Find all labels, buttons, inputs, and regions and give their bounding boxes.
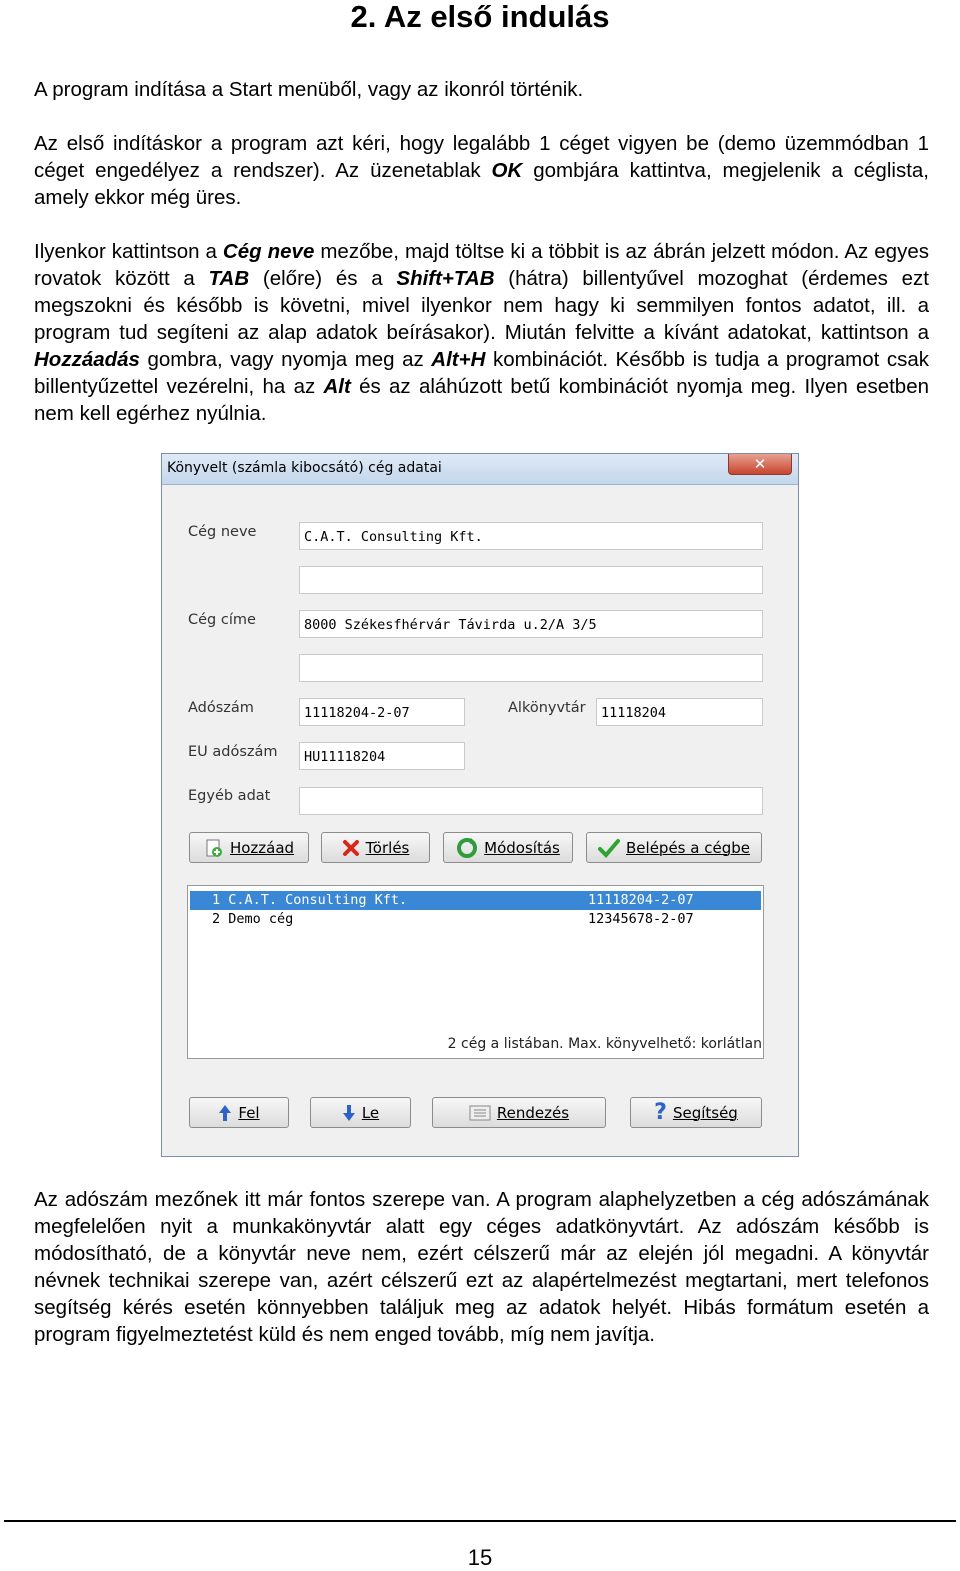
paragraph-2: Az első indításkor a program azt kéri, hogy legalább 1 céget vigyen be (demo üzemmódban 1 céget engedélyez a rendszer). Az üzenetablak OK gombjára kattintva, megjelenik a céglista, amely ekkor még üres.	[34, 132, 929, 209]
eu-adoszam-input[interactable]: HU11118204	[299, 742, 465, 770]
help-icon: ?	[654, 1100, 667, 1125]
dialog-title: Könyvelt (számla kibocsátó) cég adatai	[167, 460, 442, 476]
modositas-button[interactable]: Módosítás	[443, 832, 573, 863]
hozzaad-button[interactable]: Hozzáad	[189, 832, 309, 863]
label-egyeb-adat: Egyéb adat	[188, 788, 271, 804]
paragraph-3: Ilyenkor kattintson a Cég neve mezőbe, majd töltse ki a többit is az ábrán jelzett módon. Az egyes rovatok között a TAB (előre) és a Shift+TAB (hátra) billentyűvel mozoghat (érdemes ezt megszokni és később is követni, mivel ilyenkor nem hagy ki semmilyen fontos adatot, ill. a program tud segíteni az alap adatok beírásakor). Miután felvitte a kívánt adatokat, kattintson a Hozzáadás gombra, vagy nyomja meg az Alt+H kombinációt. Később is tudja a programot csak billentyűzettel vezérelni, ha az Alt és az aláhúzott betű kombinációt nyomja meg. Ilyen esetben nem kell egérhez nyúlnia.	[34, 240, 929, 425]
close-button[interactable]	[728, 454, 792, 475]
sort-icon	[469, 1105, 491, 1121]
delete-x-icon	[342, 839, 360, 857]
footer-divider	[4, 1520, 956, 1522]
belepes-button[interactable]: Belépés a cégbe	[586, 832, 762, 863]
paragraph-1: A program indítása a Start menüből, vagy az ikonról történik.	[34, 78, 584, 101]
refresh-icon	[456, 837, 478, 859]
label-adoszam: Adószám	[188, 700, 254, 716]
adoszam-input[interactable]: 11118204-2-07	[299, 698, 465, 726]
company-list[interactable]	[187, 885, 764, 1059]
ceg-neve-input[interactable]: C.A.T. Consulting Kft.	[299, 522, 763, 550]
close-icon: ✕	[753, 455, 767, 473]
ceg-cime-input-2[interactable]	[299, 654, 763, 682]
label-ceg-neve: Cég neve	[188, 524, 257, 540]
list-item[interactable]: 1 C.A.T. Consulting Kft. 11118204-2-07	[190, 891, 761, 910]
arrow-up-icon	[218, 1104, 232, 1122]
dialog-titlebar	[162, 454, 798, 485]
le-button[interactable]: Le	[310, 1097, 411, 1128]
ceg-neve-input-2[interactable]	[299, 566, 763, 594]
fel-button[interactable]: Fel	[189, 1097, 289, 1128]
arrow-down-icon	[342, 1104, 356, 1122]
list-status: 2 cég a listában. Max. könyvelhető: korlátlan	[447, 1036, 762, 1052]
label-ceg-cime: Cég címe	[188, 612, 256, 628]
label-alkonyvtar: Alkönyvtár	[508, 700, 586, 716]
alkonyvtar-input[interactable]: 11118204	[596, 698, 763, 726]
paragraph-4: Az adószám mezőnek itt már fontos szerepe van. A program alaphelyzetben a cég adószámának megfelelően nyit a munkakönyvtár alatt egy céges adatkönyvtárt. Az adószám később is módosítható, de a könyvtár neve nem, ezért célszerű már az elején jól megadni. A könyvtár névnek technikai szerepe van, azért célszerű ezt az alapértelmezést megtartani, mert telefonos segítség kérés esetén könnyebben találjuk meg az adatok helyét. Hibás formátum esetén a program figyelmeztetést küld és nem enged tovább, míg nem javítja.	[34, 1188, 929, 1346]
company-data-dialog	[161, 453, 799, 1157]
ceg-cime-input[interactable]: 8000 Székesfhérvár Távirda u.2/A 3/5	[299, 610, 763, 638]
page-number: 15	[467, 1545, 493, 1570]
add-document-icon	[204, 838, 224, 858]
label-eu-adoszam: EU adószám	[188, 744, 278, 760]
checkmark-icon	[598, 838, 620, 858]
egyeb-adat-input[interactable]	[299, 787, 763, 815]
torles-button[interactable]: Törlés	[321, 832, 430, 863]
segitseg-button[interactable]: ? Segítség	[630, 1097, 762, 1128]
list-item[interactable]: 2 Demo cég 12345678-2-07	[212, 911, 694, 927]
rendezes-button[interactable]: Rendezés	[432, 1097, 606, 1128]
page-title: 2. Az első indulás	[350, 0, 610, 34]
